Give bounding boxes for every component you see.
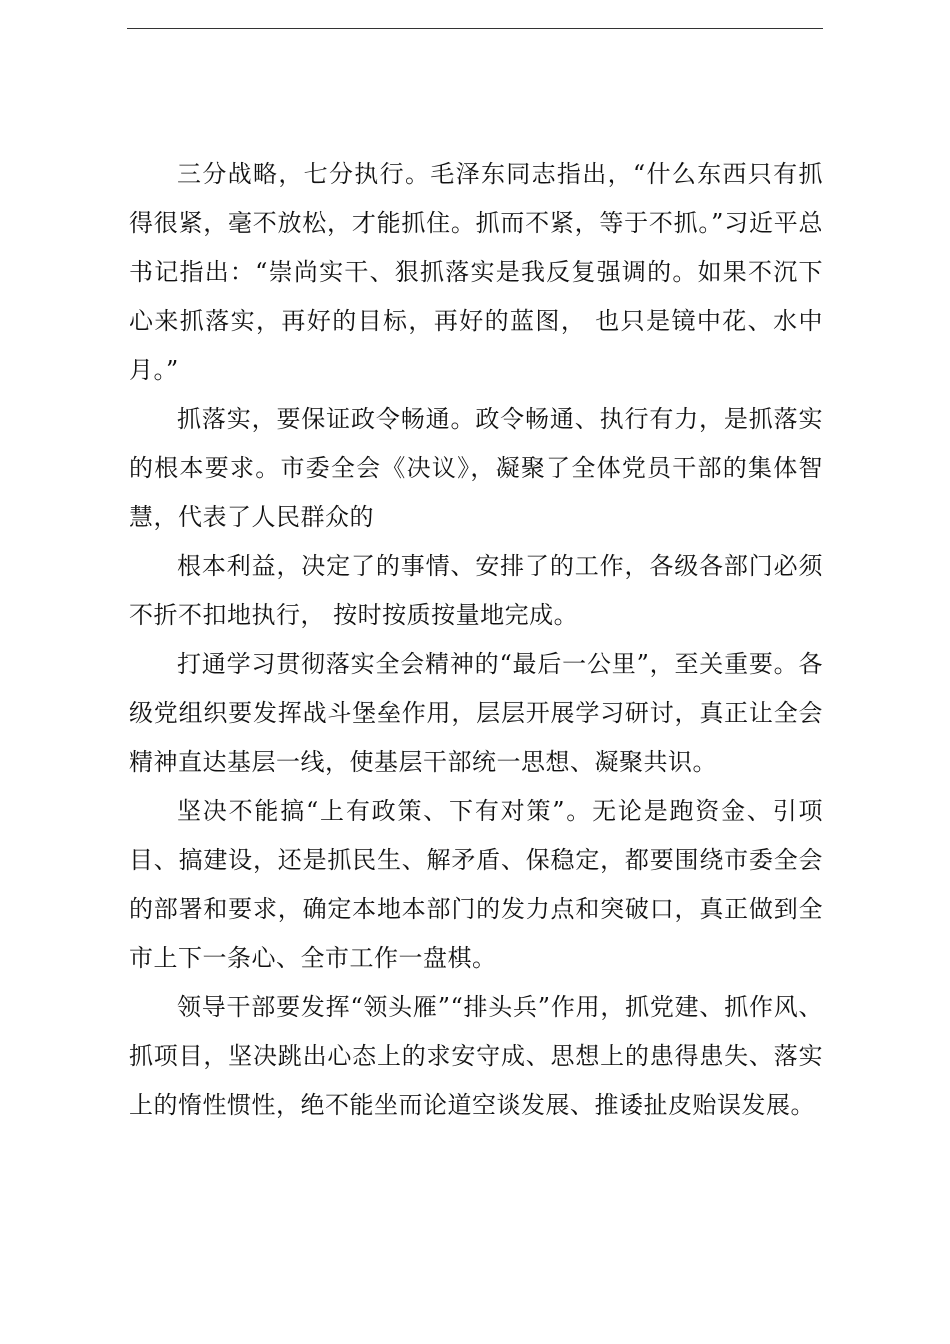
paragraph-3: 根本利益，决定了的事情、安排了的工作，各级各部门必须不折不扣地执行， 按时按质按量地完成。 [129,552,823,629]
paragraph-4: 打通学习贯彻落实全会精神的“最后一公里”，至关重要。各级党组织要发挥战斗堡垒作用，层层开展学习研讨，真正让全会精神直达基层一线，使基层干部统一思想、凝聚共识。 [129,650,823,776]
paragraph-1: 三分战略，七分执行。毛泽东同志指出，“什么东西只有抓得很紧，毫不放松，才能抓住。抓而不紧，等于不抓。”习近平总书记指出：“崇尚实干、狠抓落实是我反复强调的。如果不沉下心来抓落实，再好的目标，再好的蓝图， 也只是镜中花、水中月。” [129,160,823,384]
document-body [129,150,823,1130]
paragraph-6: 领导干部要发挥“领头雁”“排头兵”作用，抓党建、抓作风、抓项目，坚决跳出心态上的求安守成、思想上的患得患失、落实上的惰性惯性，绝不能坐而论道空谈发展、推诿扯皮贻误发展。 [129,993,823,1119]
header-rule [127,28,823,29]
paragraph-2: 抓落实，要保证政令畅通。政令畅通、执行有力，是抓落实的根本要求。市委全会《决议》，凝聚了全体党员干部的集体智慧，代表了人民群众的 [129,405,823,531]
paragraph-5: 坚决不能搞“上有政策、下有对策”。无论是跑资金、引项目、搞建设，还是抓民生、解矛盾、保稳定，都要围绕市委全会的部署和要求，确定本地本部门的发力点和突破口，真正做到全市上下一条心、全市工作一盘棋。 [129,797,823,972]
